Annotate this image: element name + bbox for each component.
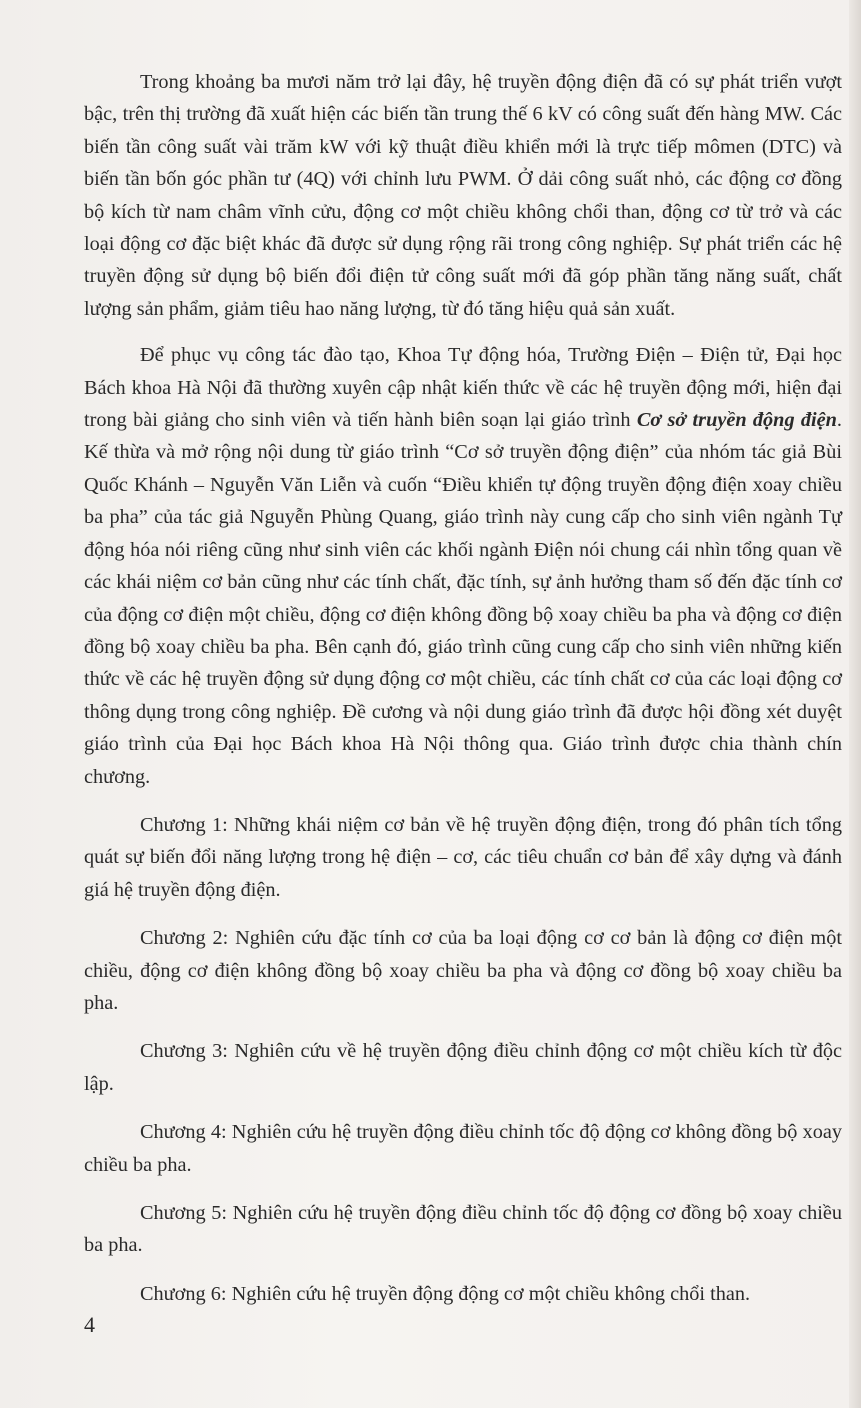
- textbook-title: Cơ sở truyền động điện: [636, 409, 837, 432]
- chapter-5-summary: Chương 5: Nghiên cứu hệ truyền động điều chỉnh tốc độ động cơ đồng bộ xoay chiều ba pha.: [84, 1202, 842, 1257]
- chapter-2-summary: Chương 2: Nghiên cứu đặc tính cơ của ba loại động cơ cơ bản là động cơ điện một chiều, động cơ điện không đồng bộ xoay chiều ba pha và động cơ đồng bộ xoay chiều ba pha.: [84, 927, 842, 1014]
- paragraph-textbook-part-b: . Kế thừa và mở rộng nội dung từ giáo trình “Cơ sở truyền động điện” của nhóm tác giả Bùi Quốc Khánh – Nguyễn Văn Liễn và cuốn “Điều khiển tự động truyền động điện xoay chiều ba pha” của tác giả Nguyễn Phùng Quang, giáo trình này cung cấp cho sinh viên ngành Tự động hóa nói riêng cũng như sinh viên các khối ngành Điện nói chung cái nhìn tổng quan về các khái niệm cơ bản cũng như các tính chất, đặc tính, sự ảnh hưởng tham số đến đặc tính cơ của động cơ điện một chiều, động cơ điện không đồng bộ xoay chiều ba pha và động cơ điện đồng bộ xoay chiều ba pha. Bên cạnh đó, giáo trình cũng cung cấp cho sinh viên những kiến thức về các hệ truyền động sử dụng động cơ một chiều, các tính chất cơ của các loại động cơ thông dụng trong công nghiệp. Đề cương và nội dung giáo trình đã được hội đồng xét duyệt giáo trình của Đại học Bách khoa Hà Nội thông qua. Giáo trình được chia thành chín chương.: [84, 409, 842, 788]
- chapter-4-summary: Chương 4: Nghiên cứu hệ truyền động điều chỉnh tốc độ động cơ không đồng bộ xoay chiều ba pha.: [84, 1121, 842, 1176]
- paragraph-textbook-part-a: Để phục vụ công tác đào tạo, Khoa Tự động hóa, Trường Điện – Điện tử, Đại học Bách khoa Hà Nội đã thường xuyên cập nhật kiến thức về các hệ truyền động mới, hiện đại trong bài giảng cho sinh viên và tiến hành biên soạn lại giáo trình: [84, 344, 842, 432]
- paragraph-intro: Trong khoảng ba mươi năm trở lại đây, hệ truyền động điện đã có sự phát triển vượt bậc, trên thị trường đã xuất hiện các biến tần trung thế 6 kV có công suất đến hàng MW. Các biến tần công suất vài trăm kW với kỹ thuật điều khiển mới là trực tiếp mômen (DTC) và biến tần bốn góc phần tư (4Q) với chỉnh lưu PWM. Ở dải công suất nhỏ, các động cơ đồng bộ kích từ nam châm vĩnh cửu, động cơ một chiều không chổi than, động cơ từ trở và các loại động cơ đặc biệt khác đã được sử dụng rộng rãi trong công nghiệp. Sự phát triển các hệ truyền động sử dụng bộ biến đổi điện tử công suất mới đã góp phần tăng năng suất, chất lượng sản phẩm, giảm tiêu hao năng lượng, từ đó tăng hiệu quả sản xuất.: [84, 71, 842, 320]
- chapter-3-summary: Chương 3: Nghiên cứu về hệ truyền động điều chỉnh động cơ một chiều kích từ độc lập.: [84, 1040, 842, 1095]
- page-number: 4: [84, 1312, 95, 1337]
- paragraph-textbook: [84, 339, 842, 793]
- chapter-1-summary: Chương 1: Những khái niệm cơ bản về hệ truyền động điện, trong đó phân tích tổng quát sự biến đổi năng lượng trong hệ điện – cơ, các tiêu chuẩn cơ bản để xây dựng và đánh giá hệ truyền động điện.: [84, 813, 842, 901]
- body-text: [84, 66, 842, 1310]
- chapter-6-summary: Chương 6: Nghiên cứu hệ truyền động động cơ một chiều không chổi than.: [140, 1282, 751, 1305]
- page-edge: [849, 0, 861, 1408]
